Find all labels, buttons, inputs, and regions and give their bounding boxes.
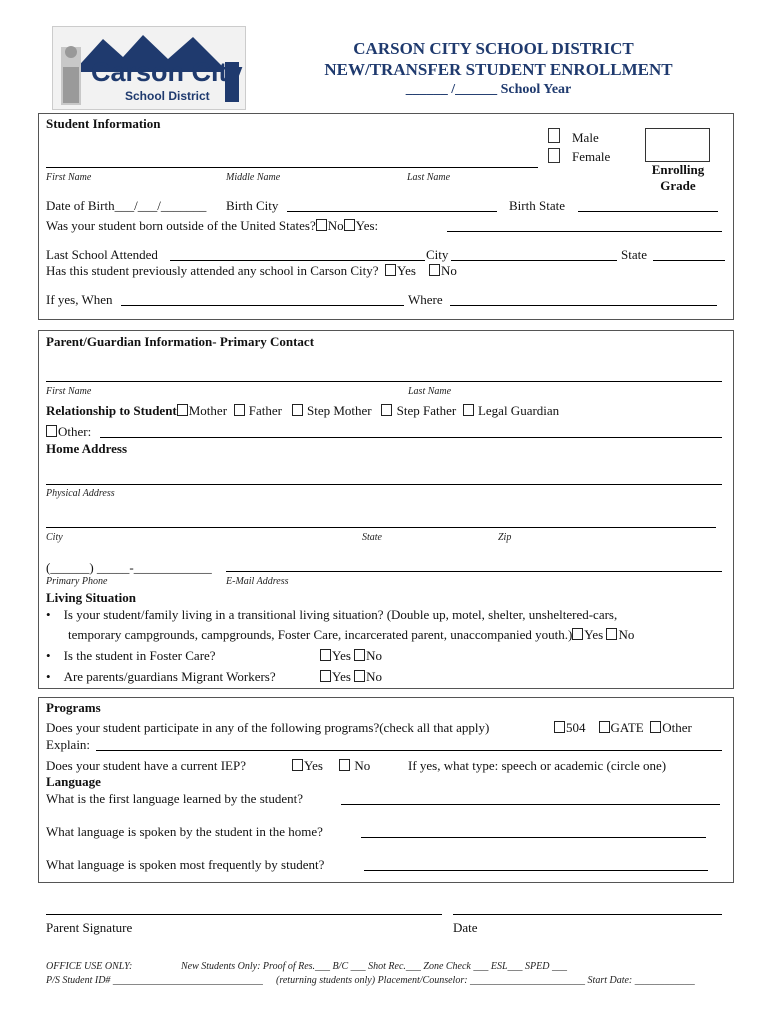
last-school-label: Last School Attended (46, 247, 158, 262)
city-state-zip-field[interactable] (46, 527, 716, 528)
born-outside-text: Was your student born outside of the United States? (46, 218, 316, 233)
birth-state-label: Birth State (509, 198, 565, 213)
iep-type: If yes, what type: speech or academic (circle one) (408, 758, 667, 773)
email-label: E-Mail Address (226, 576, 289, 587)
iep-no-checkbox[interactable] (339, 759, 350, 771)
other-relationship-row (46, 424, 91, 440)
parent-name-field[interactable] (46, 381, 722, 382)
grade-box[interactable] (645, 128, 710, 162)
foster-care-options (320, 648, 382, 664)
foster-care-no-checkbox[interactable] (354, 649, 365, 661)
if-yes-when-field[interactable] (121, 305, 404, 306)
migrant-no-checkbox[interactable] (354, 670, 365, 682)
email-field[interactable] (226, 571, 722, 572)
middle-name-label: Middle Name (226, 172, 281, 183)
iep-question: Does your student have a current IEP? (46, 758, 246, 773)
zip-label: Zip (498, 532, 512, 543)
school-year: ______ /______ School Year (405, 82, 572, 97)
male-label: Male (572, 130, 599, 145)
prev-attended-question (46, 263, 457, 279)
logo-line2: School District (125, 89, 210, 103)
parent-last-name-label: Last Name (408, 386, 452, 397)
birth-city-label: Birth City (226, 198, 279, 213)
language-q3-field[interactable] (364, 870, 708, 871)
returning-students-row: (returning students only) Placement/Counselor: _______________________ Start Date: ____________ (276, 975, 695, 986)
living-situation-heading: Living Situation (46, 590, 136, 605)
other-relationship-field[interactable] (100, 437, 722, 438)
iep-yes-label: Yes (304, 758, 323, 773)
new-students-checklist: New Students Only: Proof of Res.___ B/C ___ Shot Rec.___ Zone Check ___ ESL___ SPED ___ (181, 961, 567, 972)
migrant-options (320, 669, 382, 685)
migrant-question: Are parents/guardians Migrant Workers? (63, 669, 276, 684)
born-outside-yes-checkbox[interactable] (344, 219, 355, 231)
birth-city-field[interactable] (287, 211, 497, 212)
explain-field[interactable] (96, 750, 722, 751)
mother-label: Mother (188, 403, 228, 418)
living-q2-row: • Is the student in Foster Care? (46, 648, 216, 663)
where-label: Where (408, 292, 443, 307)
parent-info-heading: Parent/Guardian Information- Primary Contact (46, 334, 315, 349)
signature-field[interactable] (46, 914, 442, 915)
female-checkbox[interactable] (548, 148, 560, 163)
living-q1a-text: Is your student/family living in a transitional living situation? (Double up, motel, shelter, unsheltered-cars, (63, 607, 618, 622)
language-q1: What is the first language learned by the student? (46, 791, 304, 806)
language-q3: What language is spoken most frequently by student? (46, 857, 325, 872)
parent-first-name-label: First Name (46, 386, 92, 397)
transitional-no-checkbox[interactable] (606, 628, 617, 640)
student-name-field[interactable] (46, 167, 538, 168)
transitional-yes-checkbox[interactable] (572, 628, 583, 640)
iep-no-label: No (354, 758, 371, 773)
date-field[interactable] (453, 914, 722, 915)
last-school-state-label: State (621, 247, 647, 262)
prev-attended-yes-label: Yes (397, 263, 416, 278)
transitional-no-label: No (618, 627, 635, 642)
district-logo (52, 26, 246, 110)
office-use-label: OFFICE USE ONLY: (46, 961, 133, 972)
district-title: CARSON CITY SCHOOL DISTRICT (353, 39, 634, 58)
program-other-checkbox[interactable] (650, 721, 661, 733)
foster-care-yes-label: Yes (332, 648, 351, 663)
last-school-city-field[interactable] (451, 260, 617, 261)
logo-line1: Carson City (91, 57, 243, 87)
prev-attended-no-checkbox[interactable] (429, 264, 440, 276)
home-address-heading: Home Address (46, 441, 128, 456)
program-other-label: Other (662, 720, 692, 735)
last-name-label: Last Name (407, 172, 451, 183)
born-outside-country-field[interactable] (447, 231, 722, 232)
foster-care-no-label: No (366, 648, 383, 663)
language-q2: What language is spoken by the student in the home? (46, 824, 323, 839)
relationship-label: Relationship to Student (46, 403, 177, 418)
female-label: Female (572, 149, 611, 164)
last-school-city-label: City (426, 247, 449, 262)
living-q1b-text: temporary campgrounds, campgrounds, Foster Care, incarcerated parent, unaccompanied youth.) (68, 627, 573, 642)
state-label: State (362, 532, 382, 543)
if-yes-when-label: If yes, When (46, 292, 113, 307)
step-father-checkbox[interactable] (381, 404, 392, 416)
born-outside-yes-label: Yes: (355, 218, 379, 233)
first-name-label: First Name (46, 172, 92, 183)
iep-options (292, 758, 370, 774)
living-q1-line1: • Is your student/family living in a transitional living situation? (Double up, motel, shelter, unsheltered-cars, (46, 607, 618, 622)
legal-guardian-checkbox[interactable] (463, 404, 474, 416)
prev-attended-text: Has this student previously attended any school in Carson City? (46, 263, 379, 278)
form-title: NEW/TRANSFER STUDENT ENROLLMENT (324, 60, 673, 79)
student-info-heading: Student Information (46, 116, 161, 131)
language-heading: Language (46, 774, 101, 789)
programs-question: Does your student participate in any of the following programs?(check all that apply) (46, 720, 490, 735)
legal-guardian-label: Legal Guardian (477, 403, 560, 418)
father-checkbox[interactable] (234, 404, 245, 416)
programs-options (554, 720, 692, 736)
foster-care-question: Is the student in Foster Care? (63, 648, 216, 663)
parent-signature-label: Parent Signature (46, 920, 133, 935)
born-outside-no-label: No (327, 218, 344, 233)
born-outside-question (46, 218, 378, 234)
enrolling-grade-label: Enrolling Grade (651, 162, 705, 193)
prev-attended-yes-checkbox[interactable] (385, 264, 396, 276)
primary-phone-label: Primary Phone (46, 576, 108, 587)
migrant-no-label: No (366, 669, 383, 684)
student-info-section (38, 113, 734, 320)
other-relationship-checkbox[interactable] (46, 425, 57, 437)
step-mother-checkbox[interactable] (292, 404, 303, 416)
student-id-label: P/S Student ID# ______________________________ (46, 975, 263, 986)
father-label: Father (248, 403, 282, 418)
last-school-field[interactable] (170, 260, 425, 261)
explain-label: Explain: (46, 737, 91, 752)
living-q1-line2 (68, 627, 634, 643)
language-q2-field[interactable] (361, 837, 706, 838)
mother-checkbox[interactable] (177, 404, 188, 416)
prev-attended-no-label: No (440, 263, 457, 278)
program-gate-checkbox[interactable] (599, 721, 610, 733)
physical-address-label: Physical Address (46, 488, 115, 499)
transitional-yes-label: Yes (584, 627, 604, 642)
relationship-row (46, 403, 559, 419)
migrant-yes-label: Yes (332, 669, 351, 684)
migrant-yes-checkbox[interactable] (320, 670, 331, 682)
phone-field[interactable]: (______) _____-____________ (46, 560, 212, 575)
language-q1-field[interactable] (341, 804, 720, 805)
living-q3-row: • Are parents/guardians Migrant Workers? (46, 669, 276, 684)
dob-label: Date of Birth___/___/_______ (46, 198, 207, 213)
physical-address-field[interactable] (46, 484, 722, 485)
step-father-label: Step Father (396, 403, 457, 418)
iep-yes-checkbox[interactable] (292, 759, 303, 771)
other-relationship-label: Other: (58, 424, 92, 439)
program-gate-label: GATE (610, 720, 644, 735)
programs-heading: Programs (46, 700, 101, 715)
program-504-checkbox[interactable] (554, 721, 565, 733)
city-label: City (46, 532, 63, 543)
where-field[interactable] (450, 305, 717, 306)
foster-care-yes-checkbox[interactable] (320, 649, 331, 661)
male-checkbox[interactable] (548, 128, 560, 143)
step-mother-label: Step Mother (307, 403, 372, 418)
birth-state-field[interactable] (578, 211, 718, 212)
program-504-label: 504 (566, 720, 586, 735)
born-outside-no-checkbox[interactable] (316, 219, 327, 231)
date-label: Date (453, 920, 478, 935)
last-school-state-field[interactable] (653, 260, 725, 261)
